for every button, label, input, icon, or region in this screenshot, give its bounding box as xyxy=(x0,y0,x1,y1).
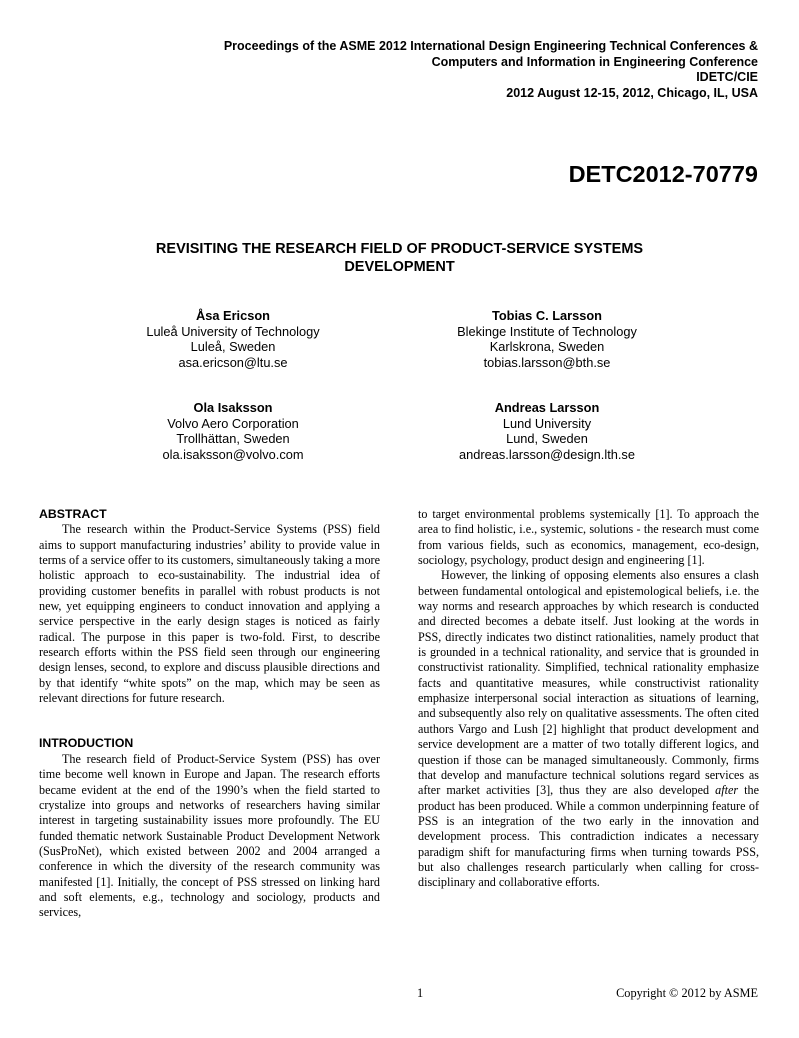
author-block xyxy=(382,400,712,462)
paragraph-text: However, the linking of opposing elements also ensures a clash between fundamental ontological and epistemological beliefs, i.e. the way norms and research approaches by which research is conducted and directed becomes a debate itself. Just looking at the words in PSS, directly indicates two distinct rationalities, namely product that is grounded in a technical rationality, and service that is grounded in constructivist rationality. Simplified, technical rationality emphasize facts and quantitative measures, while constructivist rationality emphasize interpersonal social interaction as situations of learning, and subsequently also rely on qualitative assessments. The often cited authors Vargo and Lush [2] highlight that product development and service development are a matter of two totally different logics, and question if those can be managed simultaneously. Commonly, firms that develop and manufacture technical solutions regard services as after market activities [3], thus they are also developed xyxy=(418,568,759,798)
paper-id: DETC2012-70779 xyxy=(568,161,758,187)
author-location: Trollhättan, Sweden xyxy=(176,431,290,446)
author-email[interactable]: asa.ericson@ltu.se xyxy=(178,354,288,370)
introduction-heading: INTRODUCTION xyxy=(39,736,134,751)
author-name: Tobias C. Larsson xyxy=(492,308,602,323)
introduction-paragraph-1: The research field of Product-Service System (PSS) has over time become well known in Europe and Japan. The research efforts became evident at the end of the 1990’s when the field started to crystalize into groups and networks of researchers having similar interest in targeting sustainability issues more profoundly. The EU funded thematic network Sustainable Product Development Network (SusProNet), which existed between 2002 and 2004 arranged a conference in which the diversity of the research community was manifested [1]. Initially, the concept of PSS stressed on linking hard and soft elements, e.g., technology and sociology, products and services, xyxy=(39,751,380,920)
title-line-2: DEVELOPMENT xyxy=(344,258,455,275)
header-line-3: IDETC/CIE xyxy=(696,70,758,85)
right-column xyxy=(418,507,759,891)
author-name: Ola Isaksson xyxy=(193,400,273,415)
author-location: Karlskrona, Sweden xyxy=(489,339,605,354)
header-line-1: Proceedings of the ASME 2012 International Design Engineering Technical Conferences & xyxy=(223,39,758,53)
author-affiliation: Volvo Aero Corporation xyxy=(167,415,299,431)
abstract-heading: ABSTRACT xyxy=(39,507,107,521)
title-line-1: REVISITING THE RESEARCH FIELD OF PRODUCT-SERVICE SYSTEMS xyxy=(155,241,644,257)
header-line-4: 2012 August 12-15, 2012, Chicago, IL, USA xyxy=(506,85,758,100)
paragraph-text: the product has been produced. While a common underpinning feature of PSS is an integration of the two early in the innovation and development process. This contradiction indicates a necessary paradigm shift for manufacturing firms when turning towards PSS, but also challenges research particularly when calling for cross-disciplinary and collaborative efforts. xyxy=(418,783,759,890)
author-block xyxy=(68,308,398,370)
header-line-2: Computers and Information in Engineering Conference xyxy=(431,54,758,69)
copyright-notice: Copyright © 2012 by ASME xyxy=(616,986,758,1000)
emphasized-text: after xyxy=(715,783,739,798)
author-email[interactable]: tobias.larsson@bth.se xyxy=(483,354,611,370)
paper-title xyxy=(0,241,799,276)
left-column xyxy=(39,507,380,921)
abstract-text: The research within the Product-Service Systems (PSS) field aims to support manufacturing industries’ ability to provide value in terms of a service offer to its customers, simultaneously taking a more holistic approach to eco-sustainability. The industrial idea of providing customer benefits in parallel with robust products is not new, yet equipping engineers to conduct innovation and applying a service perspective in the early design stages is noticed as fairly radical. The purpose in this paper is two-fold. First, to describe research efforts within the PSS field seen through our engineering design lenses, second, to explore and discuss plausible directions and by that identify “white spots” on the map, which may be seen as relevant directions for future research. xyxy=(39,522,380,706)
author-name: Andreas Larsson xyxy=(494,400,600,415)
author-affiliation: Lund University xyxy=(502,415,592,431)
author-email[interactable]: ola.isaksson@volvo.com xyxy=(162,446,304,462)
author-email[interactable]: andreas.larsson@design.lth.se xyxy=(459,446,635,462)
author-location: Luleå, Sweden xyxy=(190,339,276,354)
page-number: 1 xyxy=(417,986,424,1000)
introduction-paragraph-1-continued: to target environmental problems systemically [1]. To approach the area to find holistic, i.e., systemic, solutions - the research must come from various fields, such as economics, management, eco-design, sociology, psychology, product design and engineering [1]. xyxy=(418,507,759,568)
conference-header xyxy=(224,39,758,101)
author-block xyxy=(68,400,398,462)
author-affiliation: Blekinge Institute of Technology xyxy=(457,323,637,339)
author-affiliation: Luleå University of Technology xyxy=(146,323,320,339)
introduction-paragraph-2 xyxy=(418,568,759,890)
author-name: Åsa Ericson xyxy=(196,308,270,323)
author-location: Lund, Sweden xyxy=(506,431,588,446)
author-block xyxy=(382,308,712,370)
